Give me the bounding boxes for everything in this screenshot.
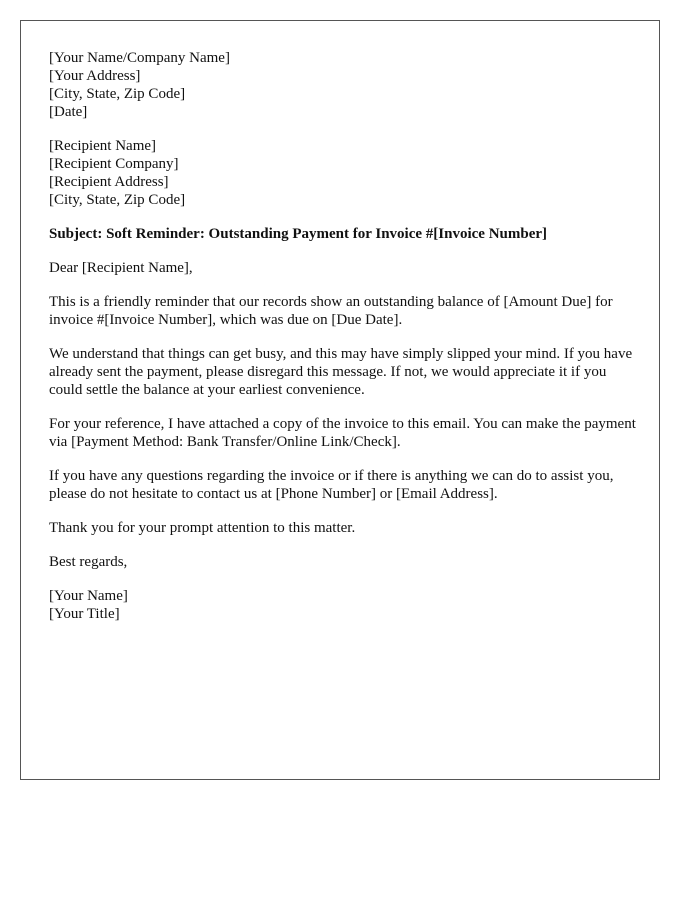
signature-title: [Your Title] <box>49 606 120 622</box>
recipient-address: [Recipient Address] <box>49 174 169 190</box>
salutation: Dear [Recipient Name], <box>49 260 193 276</box>
sender-name: [Your Name/Company Name] <box>49 50 230 66</box>
body-paragraph-questions: If you have any questions regarding the invoice or if there is anything we can do to assist you, please do not hesitate to contact us at [Phone Number] or [Email Address]. <box>49 468 614 502</box>
signature-name: [Your Name] <box>49 588 128 604</box>
body-paragraph-thanks: Thank you for your prompt attention to this matter. <box>49 520 356 536</box>
letter-content <box>49 49 639 623</box>
letter-page <box>20 20 660 780</box>
body-paragraph-reference: For your reference, I have attached a copy of the invoice to this email. You can make the payment via [Payment Method: Bank Transfer/Online Link/Check]. <box>49 416 636 450</box>
sender-block <box>49 49 639 121</box>
recipient-block <box>49 137 639 209</box>
body-paragraph-understanding: We understand that things can get busy, and this may have simply slipped your mind. If you have already sent the payment, please disregard this message. If not, we would appreciate it if you could settle the balance at your earliest convenience. <box>49 346 633 398</box>
recipient-city-state-zip: [City, State, Zip Code] <box>49 192 186 208</box>
body-paragraph-reminder: This is a friendly reminder that our records show an outstanding balance of [Amount Due] for invoice #[Invoice Number], which was due on [Due Date]. <box>49 294 613 328</box>
recipient-company: [Recipient Company] <box>49 156 179 172</box>
letter-date: [Date] <box>49 104 88 120</box>
sender-address: [Your Address] <box>49 68 141 84</box>
sender-city-state-zip: [City, State, Zip Code] <box>49 86 186 102</box>
recipient-name: [Recipient Name] <box>49 138 157 154</box>
signature-block <box>49 587 639 623</box>
subject-line: Subject: Soft Reminder: Outstanding Payment for Invoice #[Invoice Number] <box>49 226 548 242</box>
closing: Best regards, <box>49 554 128 570</box>
